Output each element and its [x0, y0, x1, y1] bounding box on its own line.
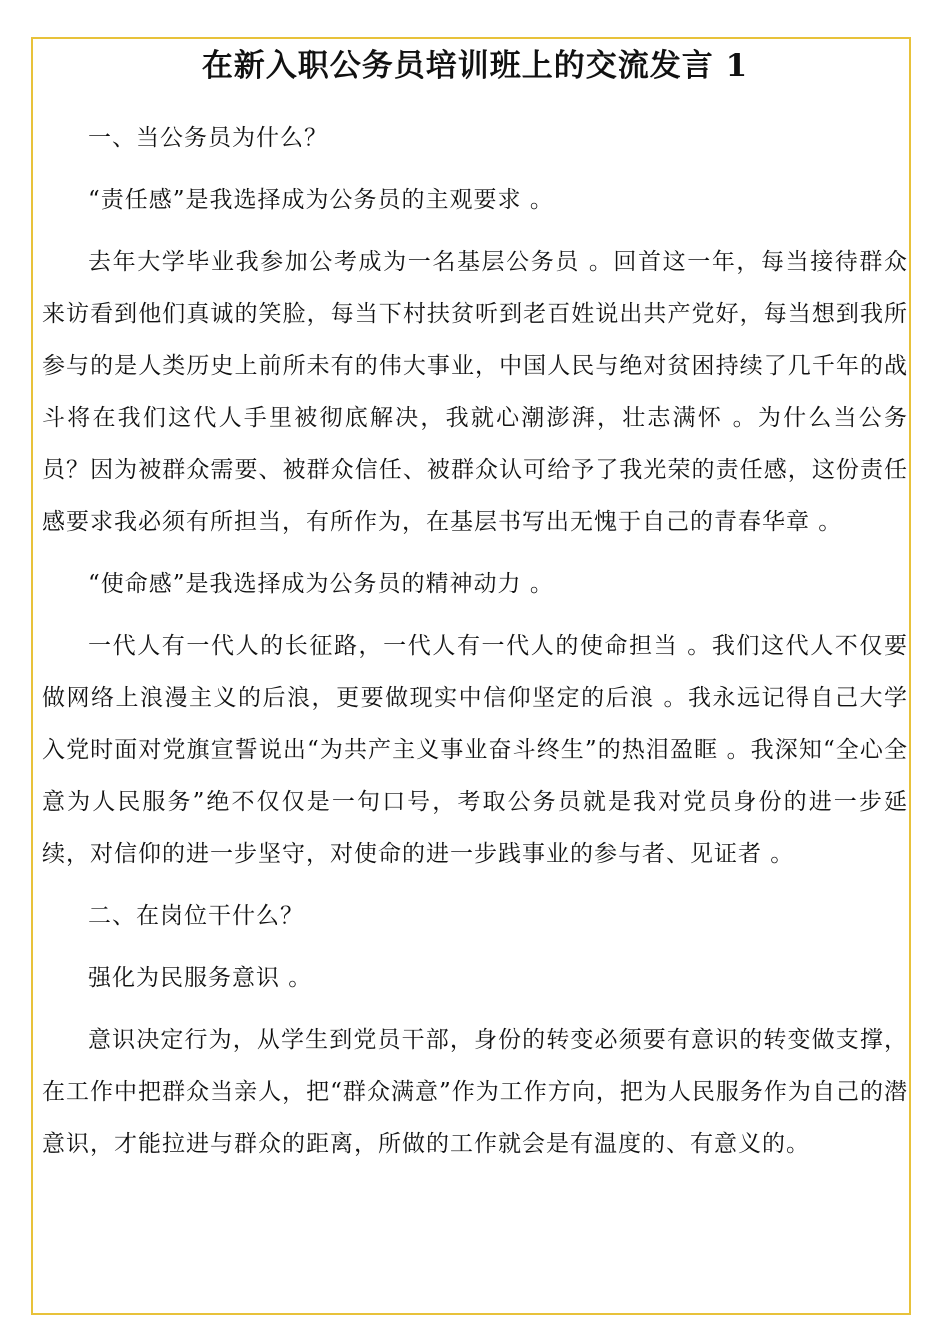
section-heading-2: 二、在岗位干什么？	[88, 903, 304, 929]
section-heading-1: 一、当公务员为什么？	[88, 125, 328, 151]
subheading-mission: “使命感”是我选择成为公务员的精神动力 。	[88, 571, 554, 597]
paragraph-service-body: 意识决定行为，从学生到党员干部，身份的转变必须要有意识的转变做支撑，在工作中把群众当亲人，把“群众满意”作为工作方向，把为人民服务作为自己的潜意识，才能拉进与群众的距离，所做的工作就会是有温度的、有意义的。	[42, 1027, 908, 1157]
subheading-service-awareness: 强化为民服务意识 。	[88, 965, 313, 991]
subheading-responsibility: “责任感”是我选择成为公务员的主观要求 。	[88, 187, 554, 213]
paragraph-responsibility-body: 去年大学毕业我参加公考成为一名基层公务员 。回首这一年，每当接待群众来访看到他们真诚的笑脸，每当下村扶贫听到老百姓说出共产党好，每当想到我所参与的是人类历史上前所未有的伟大事业，中国人民与绝对贫困持续了几千年的战斗将在我们这代人手里被彻底解决，我就心潮澎湃，壮志满怀 。为什么当公务员？因为被群众需要、被群众信任、被群众认可给予了我光荣的责任感，这份责任感要求我必须有所担当，有所作为，在基层书写出无愧于自己的青春华章 。	[42, 249, 908, 535]
document-body	[42, 44, 908, 1180]
paragraph-mission-body: 一代人有一代人的长征路，一代人有一代人的使命担当 。我们这代人不仅要做网络上浪漫主义的后浪，更要做现实中信仰坚定的后浪 。我永远记得自己大学入党时面对党旗宣誓说出“为共产主义事业奋斗终生”的热泪盈眶 。我深知“全心全意为人民服务”绝不仅仅是一句口号，考取公务员就是我对党员身份的进一步延续，对信仰的进一步坚守，对使命的进一步践事业的参与者、见证者 。	[42, 633, 908, 867]
document-title: 在新入职公务员培训班上的交流发言 1	[201, 48, 749, 84]
